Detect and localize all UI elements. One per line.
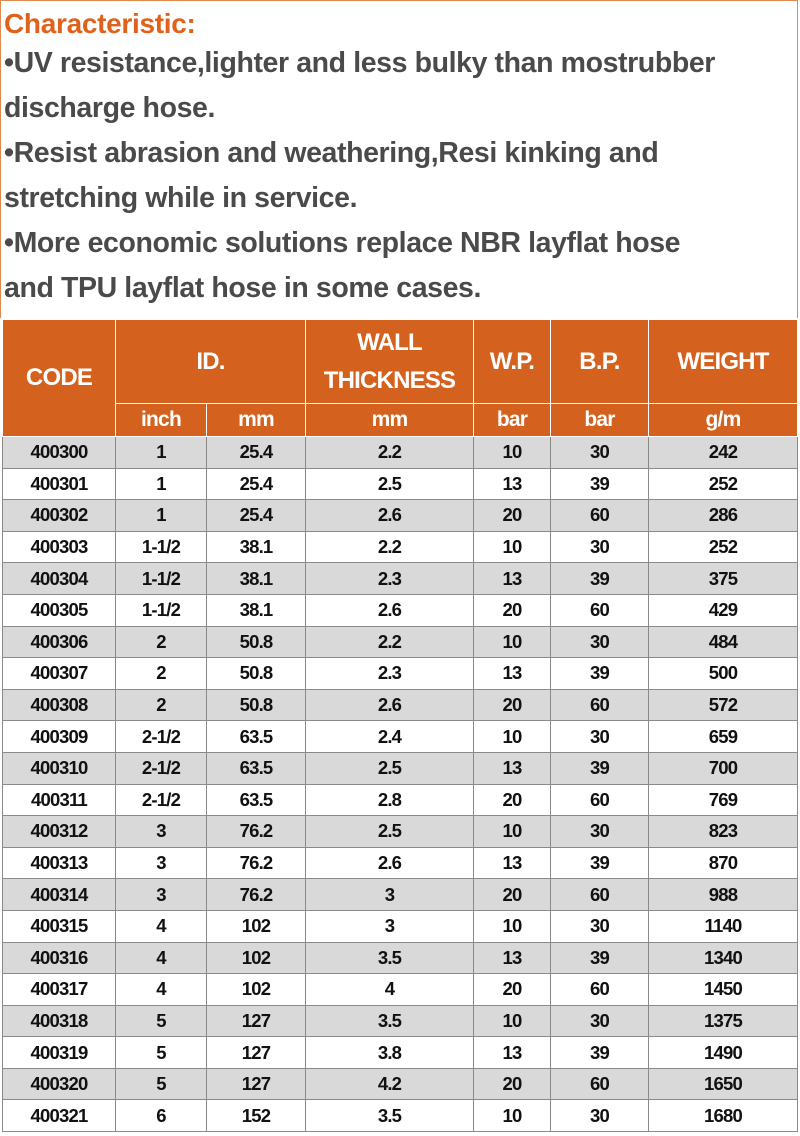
cell-wall-thickness: 3.5	[306, 942, 474, 974]
table-row	[3, 626, 798, 658]
cell-wall-thickness: 2.3	[306, 658, 474, 690]
cell-id-inch: 3	[116, 816, 207, 848]
table-row	[3, 468, 798, 500]
cell-wp: 13	[474, 752, 551, 784]
unit-wall-mm: mm	[306, 404, 474, 437]
cell-weight: 700	[649, 752, 798, 784]
cell-id-inch: 5	[116, 1037, 207, 1069]
unit-mm: mm	[207, 404, 306, 437]
cell-bp: 60	[551, 594, 649, 626]
cell-bp: 60	[551, 1068, 649, 1100]
cell-wp: 13	[474, 658, 551, 690]
bullet-line: •More economic solutions replace NBR layflat hose	[4, 227, 681, 259]
cell-wall-thickness: 2.6	[306, 847, 474, 879]
cell-id-mm: 50.8	[207, 626, 306, 658]
cell-id-mm: 76.2	[207, 879, 306, 911]
cell-code: 400314	[3, 879, 116, 911]
cell-id-inch: 2-1/2	[116, 752, 207, 784]
cell-code: 400303	[3, 531, 116, 563]
cell-id-inch: 3	[116, 879, 207, 911]
cell-id-inch: 2-1/2	[116, 721, 207, 753]
cell-id-mm: 38.1	[207, 531, 306, 563]
cell-bp: 30	[551, 1005, 649, 1037]
cell-wp: 13	[474, 563, 551, 595]
cell-weight: 769	[649, 784, 798, 816]
cell-id-mm: 102	[207, 974, 306, 1006]
cell-wp: 20	[474, 974, 551, 1006]
cell-wp: 10	[474, 531, 551, 563]
cell-weight: 1680	[649, 1100, 798, 1132]
cell-wall-thickness: 2.8	[306, 784, 474, 816]
cell-id-mm: 63.5	[207, 784, 306, 816]
cell-id-inch: 3	[116, 847, 207, 879]
cell-bp: 60	[551, 974, 649, 1006]
cell-bp: 60	[551, 784, 649, 816]
cell-weight: 500	[649, 658, 798, 690]
cell-bp: 30	[551, 531, 649, 563]
cell-wall-thickness: 2.2	[306, 626, 474, 658]
cell-code: 400302	[3, 500, 116, 532]
cell-wall-thickness: 3.8	[306, 1037, 474, 1069]
table-row	[3, 879, 798, 911]
cell-code: 400304	[3, 563, 116, 595]
cell-id-inch: 6	[116, 1100, 207, 1132]
cell-weight: 659	[649, 721, 798, 753]
bullet-line: stretching while in service.	[4, 182, 358, 214]
cell-id-mm: 38.1	[207, 594, 306, 626]
header-wall-line2: THICKNESS	[323, 366, 456, 394]
table-row	[3, 1068, 798, 1100]
bullet-line: •Resist abrasion and weathering,Resi kinking and	[4, 137, 659, 169]
table-row	[3, 437, 798, 469]
cell-bp: 39	[551, 847, 649, 879]
cell-id-mm: 127	[207, 1068, 306, 1100]
cell-wp: 10	[474, 437, 551, 469]
cell-id-inch: 1-1/2	[116, 563, 207, 595]
cell-id-inch: 1-1/2	[116, 594, 207, 626]
header-weight: WEIGHT	[649, 320, 798, 404]
cell-wp: 20	[474, 1068, 551, 1100]
table-row	[3, 974, 798, 1006]
cell-bp: 30	[551, 721, 649, 753]
cell-bp: 30	[551, 816, 649, 848]
cell-weight: 823	[649, 816, 798, 848]
cell-wp: 20	[474, 879, 551, 911]
cell-bp: 60	[551, 500, 649, 532]
cell-weight: 429	[649, 594, 798, 626]
cell-id-inch: 1-1/2	[116, 531, 207, 563]
cell-code: 400308	[3, 689, 116, 721]
cell-weight: 286	[649, 500, 798, 532]
cell-wp: 10	[474, 626, 551, 658]
cell-wall-thickness: 3.5	[306, 1005, 474, 1037]
cell-id-mm: 76.2	[207, 847, 306, 879]
cell-id-mm: 50.8	[207, 689, 306, 721]
cell-id-inch: 2	[116, 658, 207, 690]
cell-code: 400320	[3, 1068, 116, 1100]
cell-weight: 988	[649, 879, 798, 911]
cell-wall-thickness: 2.5	[306, 816, 474, 848]
cell-id-inch: 4	[116, 974, 207, 1006]
cell-weight: 1140	[649, 910, 798, 942]
cell-bp: 39	[551, 563, 649, 595]
cell-wp: 20	[474, 500, 551, 532]
table-row	[3, 1005, 798, 1037]
table-row	[3, 784, 798, 816]
header-id: ID.	[116, 320, 306, 404]
table-row	[3, 689, 798, 721]
table-row	[3, 531, 798, 563]
cell-code: 400318	[3, 1005, 116, 1037]
table-row	[3, 1100, 798, 1132]
cell-wall-thickness: 2.6	[306, 500, 474, 532]
cell-id-inch: 2-1/2	[116, 784, 207, 816]
cell-wall-thickness: 2.3	[306, 563, 474, 595]
cell-wp: 10	[474, 910, 551, 942]
cell-weight: 572	[649, 689, 798, 721]
bullet-line: •UV resistance,lighter and less bulky than mostrubber	[4, 47, 715, 79]
cell-id-mm: 25.4	[207, 468, 306, 500]
cell-id-mm: 38.1	[207, 563, 306, 595]
cell-id-mm: 63.5	[207, 752, 306, 784]
cell-id-mm: 50.8	[207, 658, 306, 690]
unit-wp-bar: bar	[474, 404, 551, 437]
cell-id-mm: 102	[207, 942, 306, 974]
cell-code: 400306	[3, 626, 116, 658]
cell-bp: 60	[551, 689, 649, 721]
cell-bp: 30	[551, 437, 649, 469]
cell-wall-thickness: 3	[306, 879, 474, 911]
cell-id-mm: 152	[207, 1100, 306, 1132]
cell-bp: 39	[551, 658, 649, 690]
cell-wall-thickness: 2.2	[306, 437, 474, 469]
unit-bp-bar: bar	[551, 404, 649, 437]
cell-wp: 10	[474, 721, 551, 753]
unit-inch: inch	[116, 404, 207, 437]
cell-id-inch: 2	[116, 626, 207, 658]
cell-wp: 10	[474, 816, 551, 848]
cell-wp: 13	[474, 468, 551, 500]
cell-wall-thickness: 2.4	[306, 721, 474, 753]
table-row	[3, 942, 798, 974]
table-row	[3, 1037, 798, 1069]
header-wall-line1: WALL	[357, 328, 422, 356]
cell-bp: 39	[551, 468, 649, 500]
cell-code: 400305	[3, 594, 116, 626]
cell-weight: 870	[649, 847, 798, 879]
cell-code: 400316	[3, 942, 116, 974]
cell-wall-thickness: 3.5	[306, 1100, 474, 1132]
cell-bp: 30	[551, 626, 649, 658]
characteristics-section	[0, 0, 798, 318]
characteristics-title: Characteristic:	[4, 8, 196, 39]
unit-weight: g/m	[649, 404, 798, 437]
table-body	[3, 437, 798, 1132]
cell-wall-thickness: 2.5	[306, 468, 474, 500]
cell-code: 400312	[3, 816, 116, 848]
cell-id-inch: 1	[116, 437, 207, 469]
cell-wp: 10	[474, 1005, 551, 1037]
cell-id-mm: 102	[207, 910, 306, 942]
cell-wp: 10	[474, 1100, 551, 1132]
cell-weight: 252	[649, 531, 798, 563]
cell-code: 400307	[3, 658, 116, 690]
cell-bp: 30	[551, 910, 649, 942]
cell-wall-thickness: 4	[306, 974, 474, 1006]
cell-bp: 30	[551, 1100, 649, 1132]
cell-weight: 484	[649, 626, 798, 658]
cell-bp: 39	[551, 942, 649, 974]
header-wall-thickness	[306, 320, 474, 404]
cell-wall-thickness: 3	[306, 910, 474, 942]
header-wp: W.P.	[474, 320, 551, 404]
cell-code: 400310	[3, 752, 116, 784]
cell-weight: 242	[649, 437, 798, 469]
cell-wp: 20	[474, 689, 551, 721]
table-row	[3, 721, 798, 753]
cell-id-inch: 4	[116, 942, 207, 974]
table-row	[3, 658, 798, 690]
cell-wp: 20	[474, 784, 551, 816]
cell-id-mm: 25.4	[207, 500, 306, 532]
cell-code: 400319	[3, 1037, 116, 1069]
cell-bp: 60	[551, 879, 649, 911]
cell-weight: 252	[649, 468, 798, 500]
cell-wp: 13	[474, 1037, 551, 1069]
table-row	[3, 594, 798, 626]
header-code: CODE	[3, 320, 116, 437]
cell-id-inch: 1	[116, 500, 207, 532]
cell-id-mm: 76.2	[207, 816, 306, 848]
cell-weight: 375	[649, 563, 798, 595]
cell-id-inch: 1	[116, 468, 207, 500]
table-row	[3, 816, 798, 848]
cell-id-mm: 127	[207, 1005, 306, 1037]
cell-wall-thickness: 4.2	[306, 1068, 474, 1100]
cell-wp: 20	[474, 594, 551, 626]
cell-code: 400315	[3, 910, 116, 942]
header-bp: B.P.	[551, 320, 649, 404]
hose-spec-table	[2, 319, 798, 1132]
cell-id-inch: 4	[116, 910, 207, 942]
cell-weight: 1450	[649, 974, 798, 1006]
cell-id-mm: 63.5	[207, 721, 306, 753]
cell-id-inch: 5	[116, 1068, 207, 1100]
cell-bp: 39	[551, 1037, 649, 1069]
table-row	[3, 563, 798, 595]
cell-weight: 1375	[649, 1005, 798, 1037]
cell-bp: 39	[551, 752, 649, 784]
cell-code: 400301	[3, 468, 116, 500]
cell-wall-thickness: 2.6	[306, 594, 474, 626]
cell-weight: 1650	[649, 1068, 798, 1100]
cell-wp: 13	[474, 942, 551, 974]
cell-wall-thickness: 2.6	[306, 689, 474, 721]
bullet-line: and TPU layflat hose in some cases.	[4, 272, 482, 304]
cell-wall-thickness: 2.2	[306, 531, 474, 563]
cell-code: 400321	[3, 1100, 116, 1132]
cell-code: 400300	[3, 437, 116, 469]
cell-weight: 1490	[649, 1037, 798, 1069]
bullet-line: discharge hose.	[4, 92, 215, 124]
cell-weight: 1340	[649, 942, 798, 974]
cell-code: 400311	[3, 784, 116, 816]
cell-id-inch: 5	[116, 1005, 207, 1037]
table-row	[3, 752, 798, 784]
cell-id-mm: 127	[207, 1037, 306, 1069]
table-row	[3, 847, 798, 879]
cell-wp: 13	[474, 847, 551, 879]
cell-code: 400309	[3, 721, 116, 753]
table-row	[3, 500, 798, 532]
cell-code: 400313	[3, 847, 116, 879]
cell-id-mm: 25.4	[207, 437, 306, 469]
table-row	[3, 910, 798, 942]
cell-wall-thickness: 2.5	[306, 752, 474, 784]
cell-id-inch: 2	[116, 689, 207, 721]
cell-code: 400317	[3, 974, 116, 1006]
